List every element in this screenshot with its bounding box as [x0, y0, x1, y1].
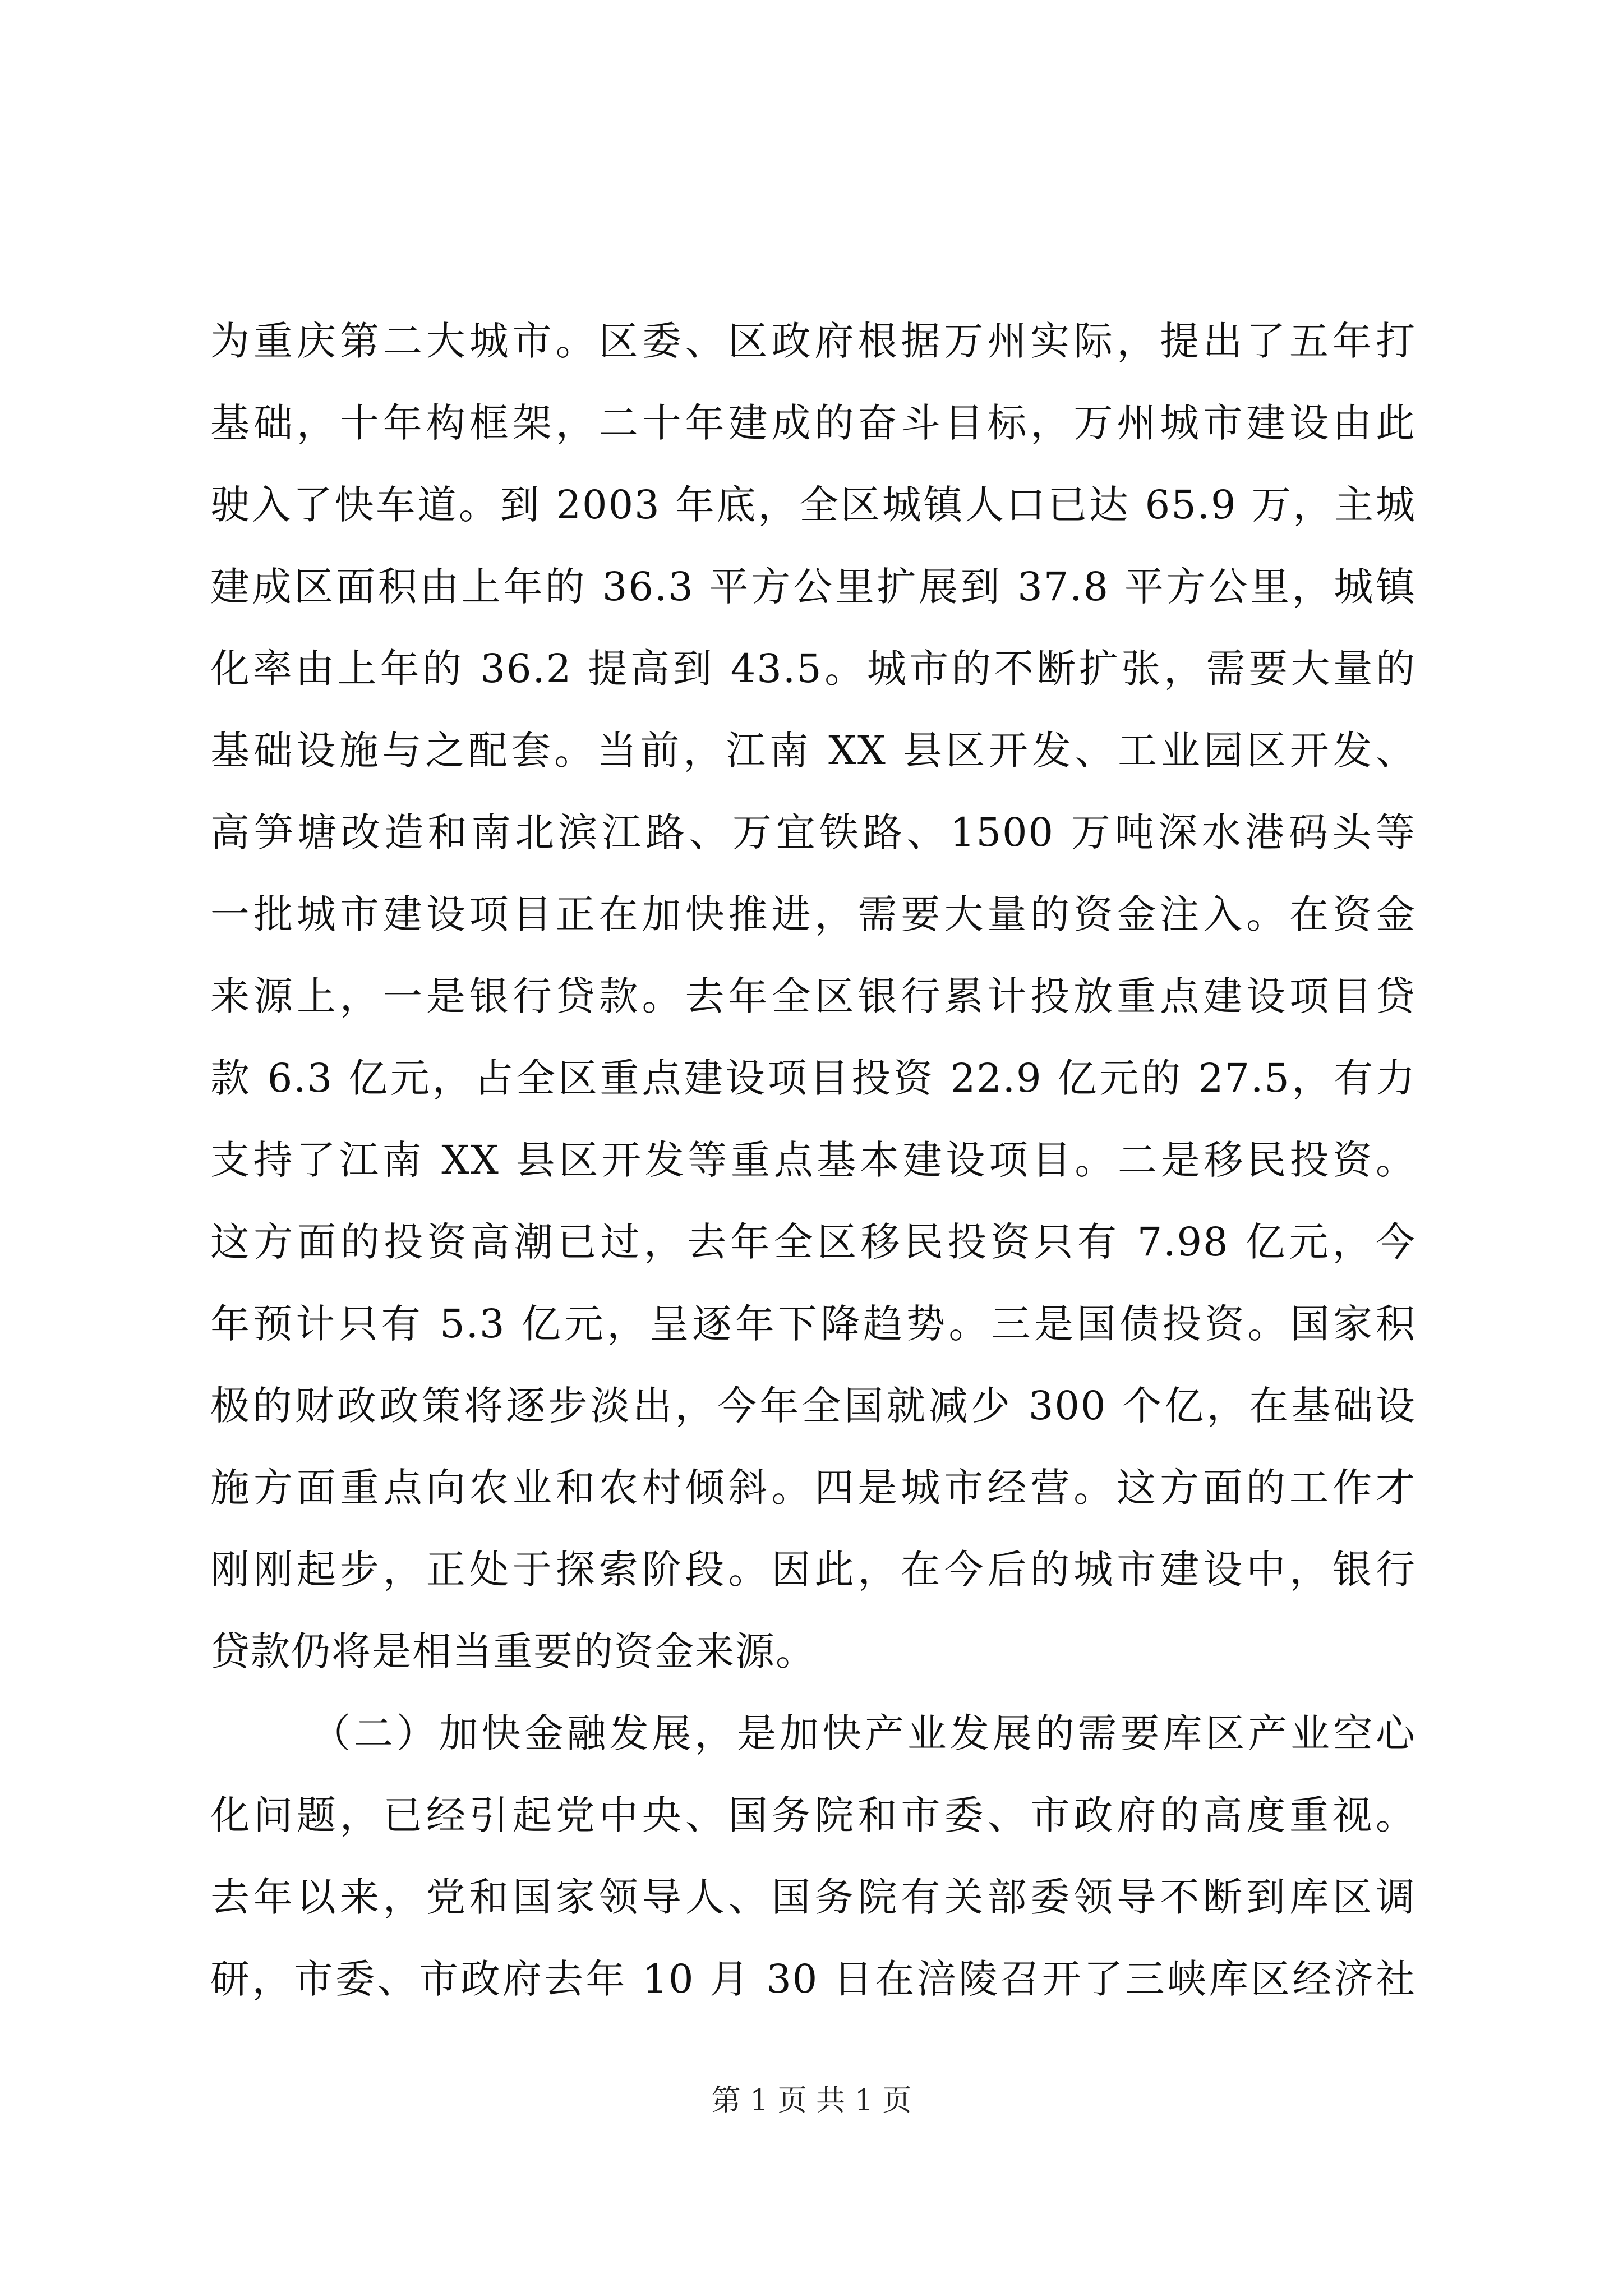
text-line: 基础，十年构框架，二十年建成的奋斗目标，万州城市建设由此: [210, 400, 1416, 446]
text-line: 建成区面积由上年的 36.3 平方公里扩展到 37.8 平方公里，城镇: [210, 564, 1416, 610]
text-line: 刚刚起步，正处于探索阶段。因此，在今后的城市建设中，银行: [210, 1547, 1416, 1593]
text-line: 一批城市建设项目正在加快推进，需要大量的资金注入。在资金: [210, 891, 1416, 937]
text-line: 去年以来，党和国家领导人、国务院有关部委领导不断到库区调: [210, 1874, 1416, 1920]
page-footer: [0, 2081, 1623, 2120]
text-line-paragraph-end: 贷款仍将是相当重要的资金来源。: [210, 1628, 816, 1674]
text-line: 研，市委、市政府去年 10 月 30 日在涪陵召开了三峡库区经济社: [210, 1956, 1416, 2002]
text-line: 为重庆第二大城市。区委、区政府根据万州实际，提出了五年打: [210, 318, 1416, 364]
text-line: 化问题，已经引起党中央、国务院和市委、市政府的高度重视。: [210, 1792, 1416, 1838]
text-line: 年预计只有 5.3 亿元，呈逐年下降趋势。三是国债投资。国家积: [210, 1301, 1416, 1347]
body-text: [210, 300, 1416, 2020]
text-line: 款 6.3 亿元，占全区重点建设项目投资 22.9 亿元的 27.5，有力: [210, 1055, 1416, 1101]
text-line: 高笋塘改造和南北滨江路、万宜铁路、1500 万吨深水港码头等: [210, 809, 1416, 855]
text-line: 支持了江南 XX 县区开发等重点基本建设项目。二是移民投资。: [210, 1137, 1416, 1183]
text-line: 来源上，一是银行贷款。去年全区银行累计投放重点建设项目贷: [210, 973, 1416, 1019]
text-line: 基础设施与之配套。当前，江南 XX 县区开发、工业园区开发、: [210, 728, 1416, 774]
text-line: 施方面重点向农业和农村倾斜。四是城市经营。这方面的工作才: [210, 1465, 1416, 1511]
text-line: 这方面的投资高潮已过，去年全区移民投资只有 7.98 亿元，今: [210, 1219, 1416, 1265]
text-line: 极的财政政策将逐步淡出，今年全国就减少 300 个亿，在基础设: [210, 1383, 1416, 1429]
page-number-label: 第 1 页 共 1 页: [711, 2084, 912, 2118]
text-line: 化率由上年的 36.2 提高到 43.5。城市的不断扩张，需要大量的: [210, 646, 1416, 692]
text-line-paragraph-start: （二）加快金融发展，是加快产业发展的需要库区产业空心: [311, 1710, 1416, 1756]
text-line: 驶入了快车道。到 2003 年底，全区城镇人口已达 65.9 万，主城: [210, 482, 1416, 528]
